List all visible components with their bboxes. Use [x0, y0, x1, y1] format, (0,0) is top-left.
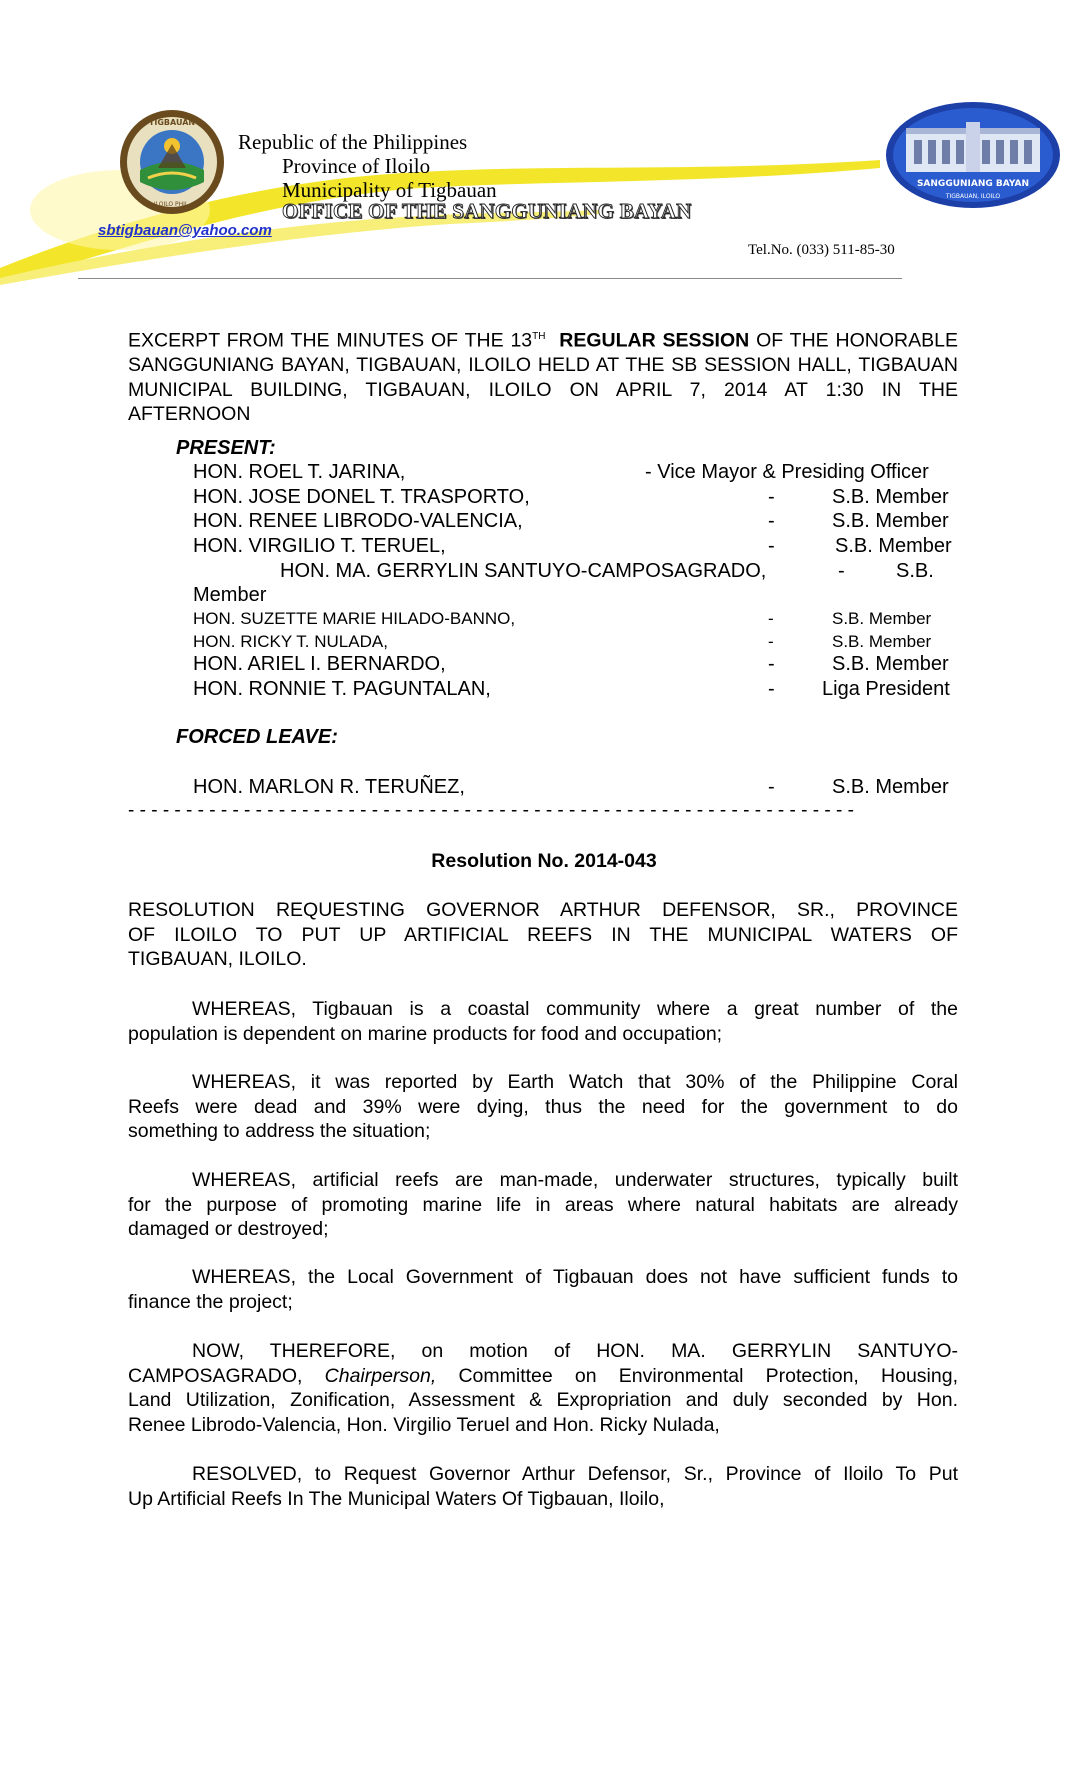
paragraph-line: WHEREAS, Tigbauan is a coastal community where a great number of the — [192, 998, 958, 1020]
attendee-dash: - — [768, 632, 774, 651]
whereas-2 — [128, 1070, 958, 1144]
attendee-name: HON. JOSE DONEL T. TRASPORTO, — [193, 486, 530, 508]
dashed-separator: - - - - - - - - - - - - - - - - - - - - - - - - - - - - - - - - - - - - - - - - - - - - - - - - - - - - - - - - - - - - - - - — [128, 800, 854, 821]
attendee-dash: - — [768, 678, 775, 700]
municipal-seal-logo — [118, 108, 226, 216]
paragraph-line: Land Utilization, Zonification, Assessment & Expropriation and duly seconded by Hon. — [128, 1389, 958, 1411]
paragraph-line: WHEREAS, it was reported by Earth Watch that 30% of the Philippine Coral — [192, 1071, 958, 1093]
paragraph-line: damaged or destroyed; — [128, 1218, 329, 1240]
attendee-name: HON. RICKY T. NULADA, — [193, 632, 388, 651]
attendee-role-wrap: Member — [193, 584, 267, 606]
attendee-name: HON. ARIEL I. BERNARDO, — [193, 653, 446, 675]
excerpt-line-3: MUNICIPAL BUILDING, TIGBAUAN, ILOILO ON APRIL 7, 2014 AT 1:30 IN THE — [128, 378, 958, 401]
attendee-dash: - — [768, 776, 775, 798]
attendee-dash: - — [768, 653, 775, 675]
attendee-dash: - — [838, 560, 845, 582]
excerpt-block — [128, 325, 958, 427]
attendee-role: S.B. Member — [832, 776, 949, 798]
header-divider — [78, 278, 902, 279]
paragraph-line: finance the project; — [128, 1290, 293, 1313]
attendee-dash: - — [768, 609, 774, 628]
attendee-role: S.B. Member — [832, 653, 949, 675]
paragraph-line: CAMPOSAGRADO, Chairperson, Committee on Environmental Protection, Housing, — [128, 1364, 958, 1387]
paragraph-line: RESOLVED, to Request Governor Arthur Defensor, Sr., Province of Iloilo To Put — [192, 1463, 958, 1485]
present-heading: PRESENT: — [176, 437, 276, 459]
attendee-name: HON. MA. GERRYLIN SANTUYO-CAMPOSAGRADO, — [280, 560, 767, 582]
paragraph-line: Renee Librodo-Valencia, Hon. Virgilio Teruel and Hon. Ricky Nulada, — [128, 1413, 720, 1436]
resolution-title — [128, 898, 958, 972]
attendee-role: S.B. Member — [832, 486, 949, 508]
resolution-title-line: OF ILOILO TO PUT UP ARTIFICIAL REEFS IN THE MUNICIPAL WATERS OF — [128, 923, 958, 946]
attendee-name: HON. VIRGILIO T. TERUEL, — [193, 535, 446, 557]
sangguniang-bayan-logo — [884, 100, 1062, 210]
svg-text:SANGGUNIANG BAYAN: SANGGUNIANG BAYAN — [916, 179, 1030, 189]
attendee-role: S.B. — [896, 560, 934, 582]
attendee-role: S.B. Member — [832, 632, 932, 651]
attendee-name: HON. ROEL T. JARINA, — [193, 461, 406, 483]
now-therefore-paragraph — [128, 1339, 958, 1437]
province-line: Province of Iloilo — [282, 154, 431, 178]
paragraph-line: WHEREAS, the Local Government of Tigbauan does not have sufficient funds to — [192, 1266, 958, 1288]
svg-text:TIGBAUAN, ILOILO: TIGBAUAN, ILOILO — [945, 193, 1001, 200]
resolution-title-line: RESOLUTION REQUESTING GOVERNOR ARTHUR DEFENSOR, SR., PROVINCE — [128, 899, 958, 921]
paragraph-line: something to address the situation; — [128, 1120, 431, 1142]
whereas-1 — [128, 997, 958, 1046]
attendee-role: S.B. Member — [832, 510, 949, 532]
paragraph-line: NOW, THEREFORE, on motion of HON. MA. GERRYLIN SANTUYO- — [192, 1340, 958, 1362]
attendee-name: HON. RONNIE T. PAGUNTALAN, — [193, 678, 491, 700]
svg-text:TIGBAUAN: TIGBAUAN — [148, 118, 196, 127]
resolution-number: Resolution No. 2014-043 — [431, 850, 657, 872]
paragraph-line: WHEREAS, artificial reefs are man-made, underwater structures, typically built — [192, 1169, 958, 1191]
attendee-name: HON. SUZETTE MARIE HILADO-BANNO, — [193, 609, 516, 628]
whereas-4 — [128, 1265, 958, 1314]
resolved-paragraph — [128, 1462, 958, 1511]
attendee-role: S.B. Member — [832, 609, 932, 628]
whereas-3 — [128, 1168, 958, 1242]
office-title: OFFICE OF THE SANGGUNIANG BAYAN — [282, 199, 692, 223]
paragraph-line: Up Artificial Reefs In The Municipal Waters Of Tigbauan, Iloilo, — [128, 1487, 665, 1510]
email-link[interactable]: sbtigbauan@yahoo.com — [98, 222, 272, 239]
attendee-dash: - — [768, 535, 775, 557]
paragraph-line: Reefs were dead and 39% were dying, thus the need for the government to do — [128, 1095, 958, 1118]
excerpt-line-4: AFTERNOON — [128, 403, 251, 425]
attendee-role: - Vice Mayor & Presiding Officer — [645, 461, 929, 483]
republic-line: Republic of the Philippines — [238, 130, 468, 154]
attendee-name: HON. RENEE LIBRODO-VALENCIA, — [193, 510, 523, 532]
resolution-title-line: TIGBAUAN, ILOILO. — [128, 948, 307, 970]
forced-leave-heading: FORCED LEAVE: — [176, 726, 338, 748]
svg-text:ILOILO PHIL.: ILOILO PHIL. — [153, 201, 191, 208]
attendee-name: HON. MARLON R. TERUÑEZ, — [193, 776, 465, 798]
paragraph-line: population is dependent on marine products for food and occupation; — [128, 1022, 723, 1045]
attendee-role: S.B. Member — [835, 535, 952, 557]
attendee-dash: - — [768, 510, 775, 532]
attendee-dash: - — [768, 486, 775, 508]
excerpt-line-1: EXCERPT FROM THE MINUTES OF THE 13TH REGULAR SESSION OF THE HONORABLE — [128, 329, 958, 352]
paragraph-line: for the purpose of promoting marine life in areas where natural habitats are already — [128, 1193, 958, 1216]
excerpt-line-2: SANGGUNIANG BAYAN, TIGBAUAN, ILOILO HELD AT THE SB SESSION HALL, TIGBAUAN — [128, 354, 958, 376]
attendee-role: Liga President — [822, 678, 950, 700]
municipality-line: Municipality of Tigbauan — [282, 178, 497, 202]
telephone-number: Tel.No. (033) 511-85-30 — [748, 242, 895, 258]
